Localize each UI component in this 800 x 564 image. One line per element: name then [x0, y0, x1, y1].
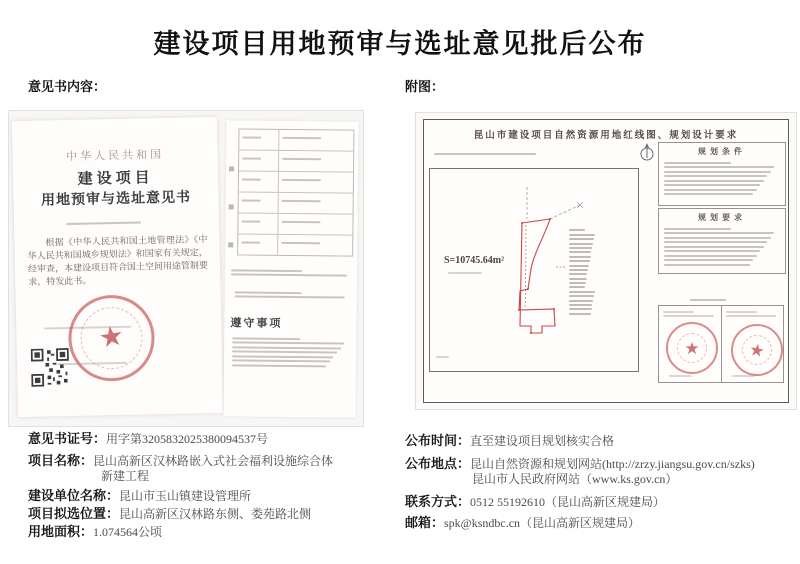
official-seal-icon: ★	[666, 322, 718, 374]
terms-paragraph-blur	[231, 266, 353, 279]
map-frame	[429, 168, 639, 372]
certificate-terms-page	[223, 120, 358, 417]
official-seal-icon: ★	[726, 320, 786, 380]
page-edge-mark	[229, 166, 234, 171]
stamp-box	[722, 305, 785, 383]
stamp-section	[658, 305, 784, 383]
detail-row-unit-name: 建设单位名称：昆山市玉山镇建设管理所	[28, 488, 252, 503]
page-title: 建设项目用地预审与选址意见批后公布	[153, 29, 647, 59]
detail-row-certificate-no: 意见书证号：用字第3205832025380094537号	[28, 431, 269, 446]
detail-row-project-name: 项目名称：昆山高新区汉林路嵌入式社会福利设施综合体	[28, 453, 334, 468]
stamp-caption-blur	[722, 306, 784, 317]
certificate-body-text: 根据《中华人民共和国土地管理法》《中华人民共和国城乡规划法》和国家有关规定，经审查，本建设项目符合国土空间用途管制要求，特发此书。	[27, 234, 209, 287]
planning-conditions-box	[658, 142, 786, 206]
map-sheet	[423, 119, 789, 403]
planning-conditions-header: 规划条件	[698, 147, 746, 156]
detail-row-contact: 联系方式：0512 55192610（昆山高新区规建局）	[405, 494, 666, 509]
certificate-number-line	[66, 217, 196, 227]
certificate-front-page	[12, 117, 223, 417]
certificate-title-line2: 用地预审与选址意见书	[40, 190, 192, 209]
area-sublabel-blur	[448, 269, 506, 276]
certificate-title-line1: 建设项目	[77, 170, 154, 188]
section-label-content: 意见书内容：	[28, 79, 107, 94]
detail-row-publish-place-cont: 昆山市人民政府网站（www.ks.gov.cn）	[472, 472, 678, 486]
terms-header: 遵守事项	[230, 317, 283, 330]
stamp-caption-blur	[659, 306, 721, 317]
qr-code-icon	[31, 348, 70, 387]
stamp-date-blur	[732, 372, 772, 379]
area-label: S=10745.64m²	[444, 255, 505, 266]
certificate-country: 中华人民共和国	[66, 148, 165, 164]
stamp-date-blur	[669, 372, 709, 379]
terms-list-blur	[232, 334, 350, 369]
official-seal-icon	[62, 289, 161, 388]
map-subtitle-blur	[434, 150, 610, 157]
detail-row-project-name-cont: 新建工程	[101, 469, 150, 483]
north-arrow-icon	[640, 142, 654, 162]
terms-paragraph-blur	[235, 288, 351, 301]
map-scan-image	[415, 112, 797, 410]
stamp-box	[658, 305, 722, 383]
seal-star-icon: ★	[96, 320, 127, 355]
table-row	[238, 213, 352, 235]
issue-date-blur	[57, 358, 177, 368]
detail-row-email: 邮箱：spk@ksndbc.cn（昆山高新区规建局）	[405, 515, 641, 530]
planning-requirements-header: 规划要求	[698, 213, 746, 222]
planning-conditions-text-blur	[659, 157, 785, 195]
table-row	[239, 192, 353, 214]
table-row	[239, 150, 353, 172]
detail-row-land-area: 用地面积：1.074564公顷	[28, 524, 163, 539]
page-edge-mark	[228, 242, 233, 247]
table-row	[239, 171, 353, 193]
table-row	[239, 129, 353, 151]
table-row	[238, 234, 352, 255]
legend-blur	[436, 353, 458, 360]
map-title: 昆山市建设项目自然资源用地红线图、规划设计要求	[473, 131, 739, 141]
detail-row-publish-time: 公布时间：直至建设项目规划核实合格	[405, 433, 615, 448]
terms-table	[237, 128, 354, 256]
detail-row-location: 项目拟选位置：昆山高新区汉林路东侧、娄苑路北侧	[28, 506, 312, 521]
planning-requirements-box	[658, 208, 786, 274]
detail-row-publish-place: 公布地点：昆山自然资源和规划网站(http://zrzy.jiangsu.gov.cn/szks)	[405, 456, 755, 471]
certificate-scan-image	[8, 110, 364, 427]
coordinate-list	[569, 227, 596, 317]
section-label-map: 附图：	[405, 79, 445, 94]
stamps-header-blur	[690, 296, 752, 303]
planning-requirements-text-blur	[659, 223, 785, 266]
page-edge-mark	[229, 204, 234, 209]
